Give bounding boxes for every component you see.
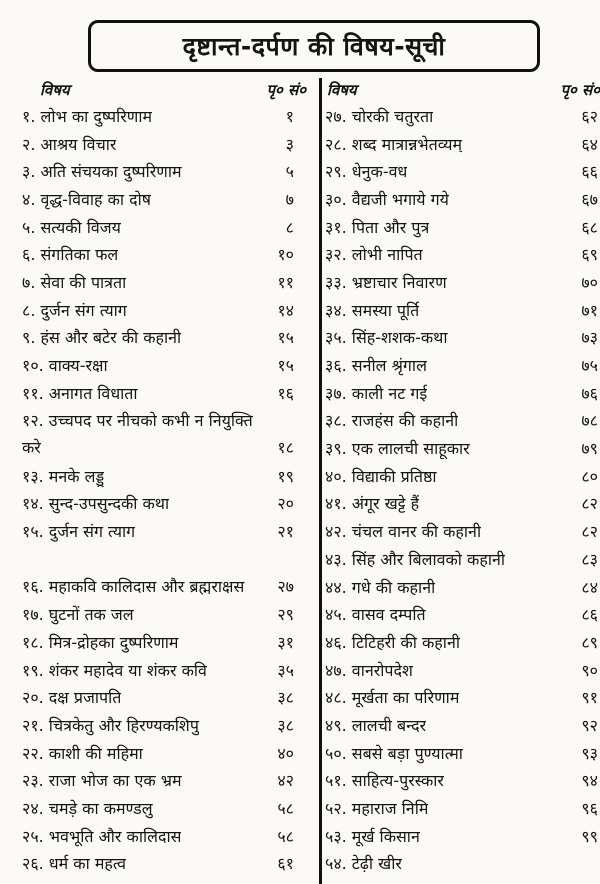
contents-entry: [323, 407, 600, 435]
contents-entry: [0, 767, 318, 795]
entry-title: २९. धेनुक-वध: [325, 162, 408, 182]
entry-page-number: ८२: [581, 522, 598, 542]
entry-title: ४०. विद्याकी प्रतिष्ठा: [325, 466, 437, 486]
entry-page-number: ६८: [581, 217, 598, 237]
contents-entry: [0, 407, 318, 462]
entry-page-number: ८०: [581, 466, 598, 486]
entry-page-number: ९०: [581, 660, 598, 680]
contents-entry: [323, 130, 600, 158]
entry-title: ५३. मूर्ख किसान: [325, 826, 420, 846]
entry-title: १४. सुन्द-उपसुन्दकी कथा: [22, 494, 170, 514]
contents-entry: [323, 462, 600, 490]
contents-entry: [323, 517, 600, 545]
entry-page-number: ९४: [581, 771, 598, 791]
contents-entry: [0, 379, 318, 407]
entry-title: ४५. वासव दम्पति: [325, 605, 426, 625]
entry-title: ३३. भ्रष्टाचार निवारण: [325, 272, 447, 292]
entry-title: ५. सत्यकी विजय: [22, 217, 121, 237]
entry-page-number: १८: [277, 438, 294, 458]
entry-title: १८. मित्र-द्रोहका दुष्परिणाम: [22, 632, 179, 652]
entry-page-number: ६६: [581, 162, 598, 182]
contents-entry: [323, 434, 600, 462]
contents-entry: [0, 351, 318, 379]
entry-title: २५. भवभूति और कालिदास: [22, 826, 182, 846]
entry-title: २. आश्रय विचार: [22, 134, 117, 154]
contents-entry: [0, 157, 318, 185]
contents-entry: [323, 102, 600, 130]
entry-title: ९. हंस और बटेर की कहानी: [22, 328, 182, 348]
entry-page-number: २७: [277, 576, 294, 596]
entry-page-number: ६४: [581, 134, 598, 154]
contents-column-left: [0, 78, 318, 877]
entry-title: २२. काशी की महिमा: [22, 743, 143, 763]
entry-title: ३८. राजहंस की कहानी: [325, 411, 459, 431]
column-header: [0, 78, 318, 102]
entry-title: २८. शब्द मात्रान्नभेतव्यम्: [325, 134, 463, 154]
entry-title: २४. चमड़े का कमण्डलु: [22, 799, 153, 819]
entry-page-number: ७१: [581, 300, 598, 320]
contents-entry: [0, 296, 318, 324]
entry-page-number: ५८: [277, 799, 294, 819]
contents-entry: [0, 240, 318, 268]
entry-title: ४१. अंगूर खट्टे हैं: [325, 494, 420, 514]
entry-page-number: ९२: [581, 715, 598, 735]
entry-page-number: ८६: [581, 605, 598, 625]
entry-title: ५१. साहित्य-पुरस्कार: [325, 771, 444, 791]
entry-title: २१. चित्रकेतु और हिरण्यकशिपु: [22, 716, 199, 735]
entry-page-number: ५८: [277, 826, 294, 846]
entry-page-number: १६: [277, 383, 294, 403]
contents-entry: [323, 240, 600, 268]
contents-entry: [0, 739, 318, 767]
entry-page-number: ९६: [581, 799, 598, 819]
entry-title: ५२. महाराज निमि: [325, 799, 429, 819]
entry-title: ४२. चंचल वानर की कहानी: [325, 522, 482, 542]
entry-title: ५४. टेढ़ी खीर: [325, 854, 402, 874]
contents-entry: [0, 213, 318, 241]
contents-list: [0, 102, 318, 877]
contents-column-right: [323, 78, 600, 877]
entry-page-number: ६२: [581, 106, 598, 126]
column-divider: [319, 78, 322, 884]
entry-page-number: ३१: [277, 632, 294, 652]
entry-page-number: १४: [277, 300, 294, 320]
entry-title: २३. राजा भोज का एक भ्रम: [22, 771, 182, 791]
entry-title: ४३. सिंह और बिलावको कहानी: [325, 549, 505, 569]
contents-entry: [323, 628, 600, 656]
entry-page-number: ४२: [277, 771, 294, 791]
entry-page-number: ८२: [581, 494, 598, 514]
entry-page-number: ३५: [277, 660, 294, 680]
entry-page-number: ८९: [581, 632, 598, 652]
contents-entry: [323, 850, 600, 878]
contents-entry: [323, 213, 600, 241]
entry-title: ४४. गधे की कहानी: [325, 577, 436, 597]
entry-page-number: १९: [277, 466, 294, 486]
entry-title: ४. वृद्ध-विवाह का दोष: [22, 189, 152, 209]
entry-page-number: ७६: [581, 383, 598, 403]
contents-entry: [323, 683, 600, 711]
contents-entry: [0, 517, 318, 545]
entry-title: १२. उच्चपद पर नीचको कभी न नियुक्ति करे: [22, 410, 253, 458]
entry-page-number: ६९: [581, 245, 598, 265]
entry-page-number: ३: [285, 134, 294, 154]
contents-entry: [0, 102, 318, 130]
entry-title: ३६. सनील श्रृंगाल: [325, 356, 427, 376]
entry-page-number: ३८: [277, 688, 294, 708]
entry-page-number: ९९: [581, 826, 598, 846]
entry-page-number: ५: [285, 162, 294, 182]
entry-page-number: २१: [277, 522, 294, 542]
entry-title: १९. शंकर महादेव या शंकर कवि: [22, 660, 207, 680]
contents-entry: [0, 324, 318, 352]
contents-entry: [323, 324, 600, 352]
contents-entry: [0, 600, 318, 628]
entry-title: ३१. पिता और पुत्र: [325, 217, 430, 237]
entry-title: २०. दक्ष प्रजापति: [22, 688, 122, 708]
entry-title: १. लोभ का दुष्परिणाम: [22, 106, 153, 126]
entry-page-number: ६१: [277, 854, 294, 874]
subject-header: विषय: [40, 81, 70, 99]
entry-title: ७. सेवा की पात्रता: [22, 272, 127, 292]
entry-title: १०. वाक्य-रक्षा: [22, 356, 108, 376]
entry-page-number: ११: [277, 272, 294, 292]
entry-title: ३७. काली नट गई: [325, 383, 428, 403]
entry-title: ३४. समस्या पूर्ति: [325, 300, 420, 320]
contents-entry: [323, 296, 600, 324]
page-number-header: पृ० सं०: [266, 81, 306, 99]
contents-entry: [323, 656, 600, 684]
subject-header: विषय: [327, 81, 357, 99]
entry-title: ३९. एक लालची साहूकार: [325, 439, 470, 459]
contents-entry: [323, 490, 600, 518]
contents-entry: [0, 683, 318, 711]
entry-page-number: १०: [277, 245, 294, 265]
entry-title: १६. महाकवि कालिदास और ब्रह्मराक्षस: [22, 576, 245, 596]
contents-entry: [0, 822, 318, 850]
contents-entry: [323, 351, 600, 379]
contents-entry: [323, 573, 600, 601]
contents-entry: [0, 490, 318, 518]
entry-title: ३०. वैद्यजी भगाये गये: [325, 189, 449, 209]
entry-title: २७. चोरकी चतुरता: [325, 106, 434, 126]
entry-title: ४७. वानरोपदेश: [325, 660, 413, 680]
contents-entry: [323, 794, 600, 822]
entry-page-number: २९: [277, 605, 294, 625]
contents-entry: [323, 157, 600, 185]
entry-page-number: १५: [277, 328, 294, 348]
entry-title: ३२. लोभी नापित: [325, 245, 423, 265]
entry-title: ३५. सिंह-शशक-कथा: [325, 328, 448, 348]
entry-title: ५०. सबसे बड़ा पुण्यात्मा: [325, 743, 463, 763]
entry-page-number: ८४: [581, 577, 598, 597]
entry-page-number: ७०: [581, 272, 598, 292]
contents-entry: [323, 739, 600, 767]
contents-entry: [0, 545, 318, 600]
entry-title: ८. दुर्जन संग त्याग: [22, 300, 127, 320]
contents-entry: [323, 545, 600, 573]
entry-title: ४९. लालची बन्दर: [325, 715, 427, 735]
entry-page-number: ८: [285, 217, 294, 237]
contents-entry: [323, 711, 600, 739]
entry-page-number: ७३: [581, 328, 598, 348]
entry-page-number: ८३: [581, 549, 598, 569]
entry-page-number: १: [285, 106, 294, 126]
contents-entry: [0, 628, 318, 656]
contents-entry: [0, 462, 318, 490]
contents-entry: [323, 268, 600, 296]
entry-page-number: ३८: [277, 716, 294, 735]
page-number-header: पृ० सं०: [560, 81, 600, 99]
entry-title: ११. अनागत विधाता: [22, 383, 138, 403]
entry-page-number: ९१: [581, 688, 598, 708]
contents-entry: [323, 600, 600, 628]
contents-entry: [0, 185, 318, 213]
entry-page-number: १५: [277, 356, 294, 376]
entry-title: ३. अति संचयका दुष्परिणाम: [22, 162, 182, 182]
page-title: दृष्टान्त-दर्पण की विषय-सूची: [88, 20, 540, 72]
contents-entry: [0, 656, 318, 684]
entry-page-number: २०: [277, 494, 294, 514]
entry-page-number: ७८: [581, 411, 598, 431]
entry-title: १५. दुर्जन संग त्याग: [22, 522, 136, 542]
entry-page-number: ७९: [581, 439, 598, 459]
entry-title: १७. घुटनों तक जल: [22, 605, 134, 625]
entry-title: ६. संगतिका फल: [22, 245, 119, 265]
contents-entry: [0, 794, 318, 822]
entry-title: ४६. टिटिहरी की कहानी: [325, 632, 460, 652]
contents-entry: [323, 185, 600, 213]
entry-page-number: ६७: [581, 189, 598, 209]
contents-list: [323, 102, 600, 877]
entry-page-number: ७५: [581, 356, 598, 376]
contents-entry: [0, 850, 318, 878]
entry-title: १३. मनके लड्डू: [22, 466, 105, 486]
entry-title: ४८. मूर्खता का परिणाम: [325, 688, 460, 708]
contents-entry: [0, 130, 318, 158]
contents-entry: [323, 822, 600, 850]
contents-entry: [323, 379, 600, 407]
contents-entry: [0, 268, 318, 296]
entry-page-number: ४०: [277, 743, 294, 763]
contents-entry: [0, 711, 318, 739]
entry-title: २६. धर्म का महत्व: [22, 854, 127, 874]
contents-entry: [323, 767, 600, 795]
entry-page-number: ७: [285, 189, 294, 209]
column-header: [323, 78, 600, 102]
entry-page-number: ९३: [581, 743, 598, 763]
